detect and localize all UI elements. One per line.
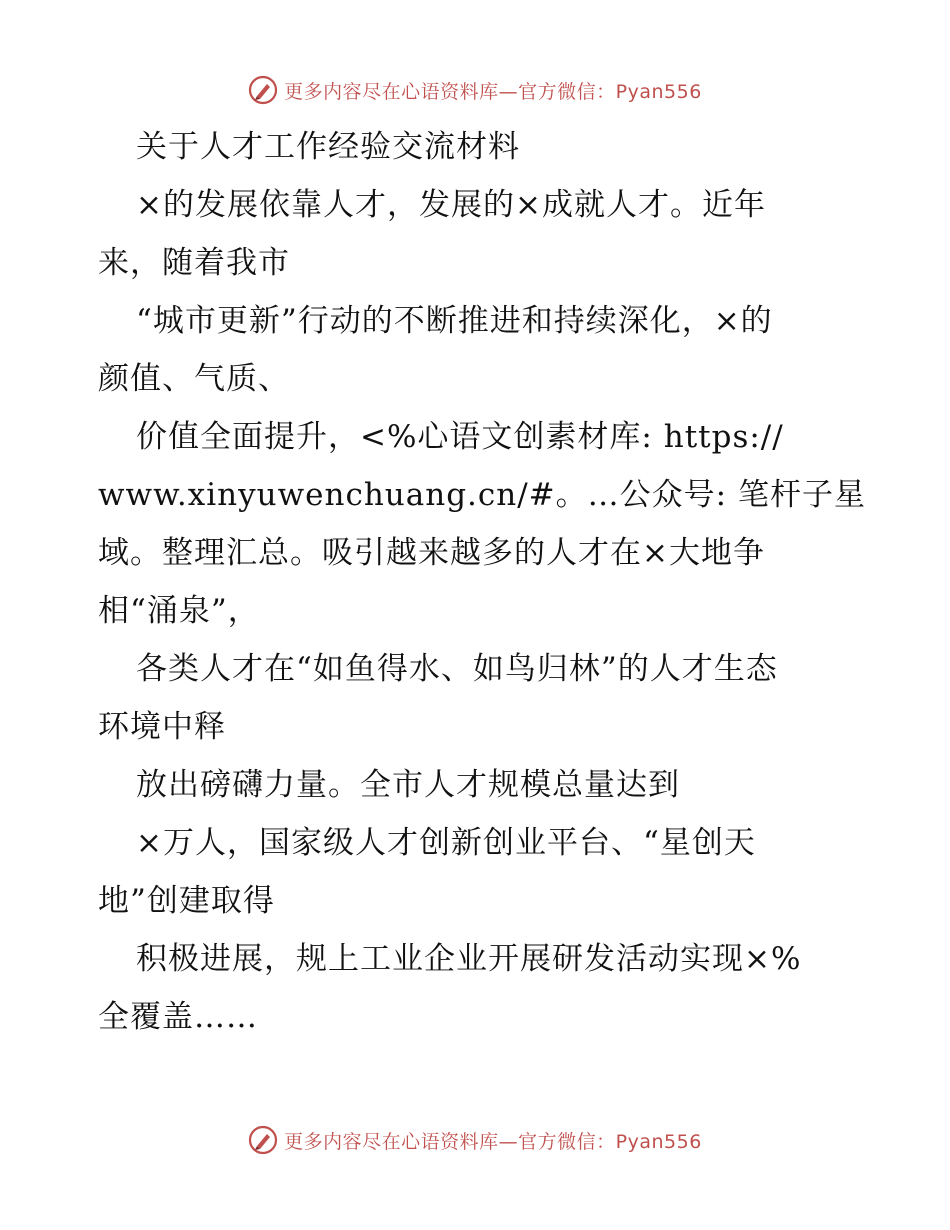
- footer-banner: [0, 1120, 950, 1160]
- paragraph-line: 积极进展，规上工业企业开展研发活动实现×%: [136, 941, 802, 977]
- paragraph-line: 放出磅礴力量。全市人才规模总量达到: [136, 767, 680, 803]
- paragraph-line: 环境中释: [98, 709, 226, 745]
- paragraph-line: 来，随着我市: [98, 245, 290, 281]
- paragraph-line: www.xinyuwenchuang.cn/#。…公众号: 笔杆子星: [98, 477, 866, 513]
- document-body: [98, 118, 866, 1046]
- paragraph-line: 颜值、气质、: [98, 361, 290, 397]
- paragraph-line: 各类人才在“如鱼得水、如鸟归林”的人才生态: [136, 651, 778, 687]
- paragraph-line: 域。整理汇总。吸引越来越多的人才在×大地争: [98, 535, 765, 571]
- paragraph-line: ×万人，国家级人才创新创业平台、“星创天: [136, 825, 756, 861]
- paragraph-line: ×的发展依靠人才，发展的×成就人才。近年: [136, 187, 766, 223]
- paragraph-line: “城市更新”行动的不断推进和持续深化，×的: [136, 303, 773, 339]
- banner-text: 更多内容尽在心语资料库—官方微信：Pyan556: [284, 1130, 702, 1153]
- paragraph-line: 全覆盖……: [98, 999, 258, 1035]
- paragraph-line: 价值全面提升，<%心语文创素材库: https://: [136, 419, 784, 455]
- banner-text: 更多内容尽在心语资料库—官方微信：Pyan556: [284, 80, 702, 103]
- header-banner: [0, 70, 950, 110]
- paragraph-line: 相“涌泉”，: [98, 593, 260, 629]
- document-title: 关于人才工作经验交流材料: [136, 129, 520, 165]
- pen-logo-icon: [248, 1125, 278, 1155]
- paragraph-line: 地”创建取得: [98, 883, 275, 919]
- pen-logo-icon: [248, 75, 278, 105]
